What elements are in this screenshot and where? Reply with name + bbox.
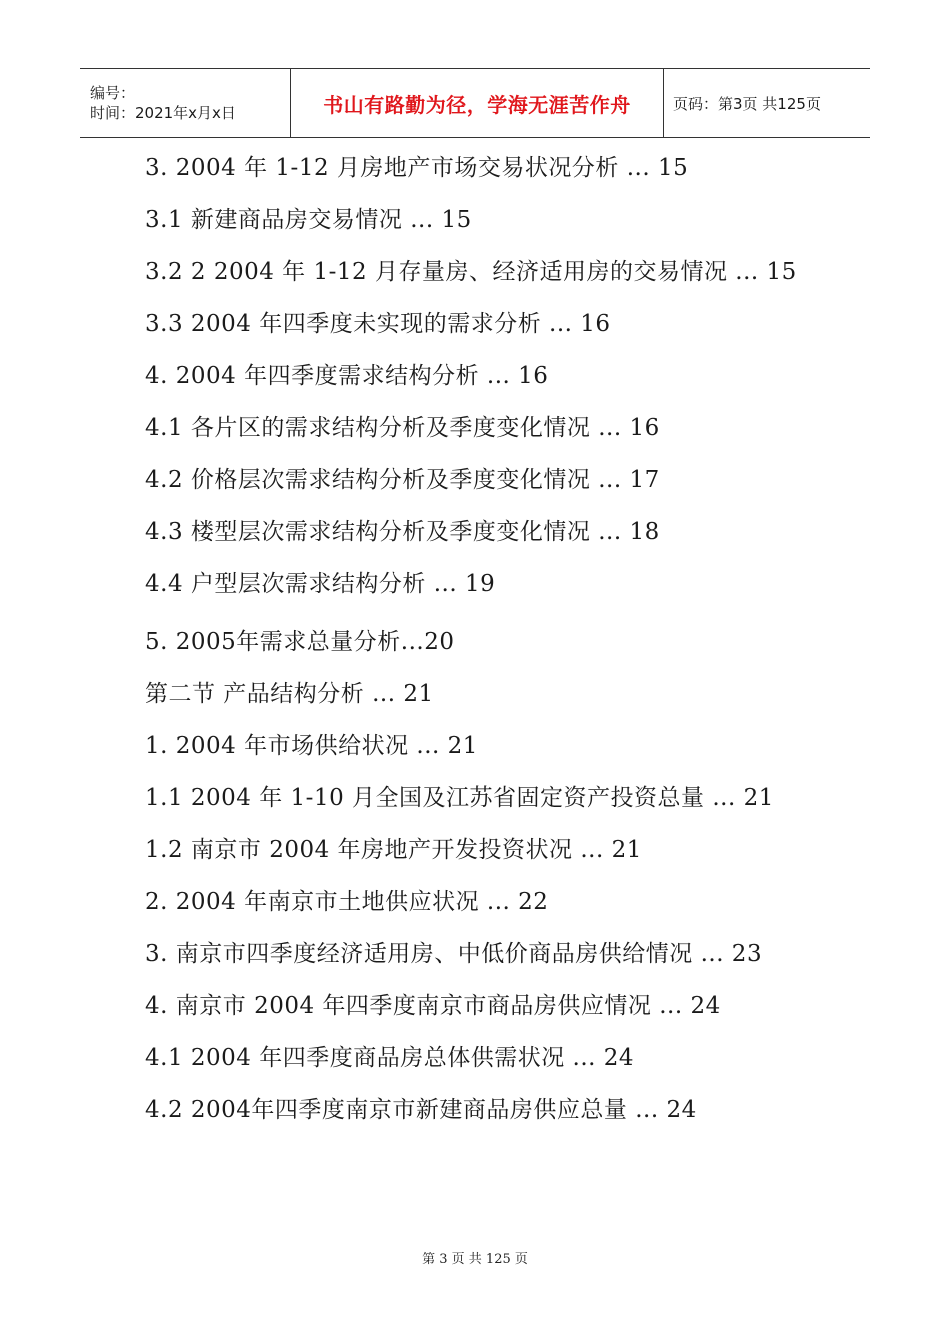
header-page-info-cell — [664, 69, 870, 137]
page-header — [80, 68, 870, 138]
toc-entry[interactable]: 1. 2004 年市场供给状况 ... 21 — [145, 733, 478, 759]
table-of-contents — [145, 154, 805, 1125]
toc-entry[interactable]: 1.1 2004 年 1-10 月全国及江苏省固定资产投资总量 ... 21 — [145, 785, 774, 811]
toc-entry[interactable]: 4. 2004 年四季度需求结构分析 ... 16 — [145, 363, 549, 389]
toc-entry[interactable]: 3.2 2 2004 年 1-12 月存量房、经济适用房的交易情况 ... 15 — [145, 259, 797, 285]
toc-entry[interactable]: 4.4 户型层次需求结构分析 ... 19 — [145, 571, 496, 597]
toc-entry[interactable]: 4.2 2004年四季度南京市新建商品房供应总量 ... 24 — [145, 1097, 697, 1123]
page-info: 页码：第3页 共125页 — [673, 94, 821, 113]
toc-entry[interactable]: 3.1 新建商品房交易情况 ... 15 — [145, 207, 472, 233]
toc-entry[interactable]: 3. 2004 年 1-12 月房地产市场交易状况分析 ... 15 — [145, 155, 689, 181]
toc-entry[interactable]: 5. 2005年需求总量分析...20 — [145, 629, 455, 655]
toc-entry[interactable]: 4.2 价格层次需求结构分析及季度变化情况 ... 17 — [145, 467, 660, 493]
header-motto-cell — [291, 69, 664, 137]
toc-entry[interactable]: 3.3 2004 年四季度未实现的需求分析 ... 16 — [145, 311, 611, 337]
time-label: 时间：2021年x月x日 — [90, 104, 236, 122]
toc-entry[interactable]: 4.1 2004 年四季度商品房总体供需状况 ... 24 — [145, 1045, 635, 1071]
motto: 书山有路勤为径，学海无涯苦作舟 — [323, 92, 631, 117]
page-footer: 第 3 页 共 125 页 — [422, 1252, 528, 1267]
toc-entry[interactable]: 第二节 产品结构分析 ... 21 — [145, 681, 434, 707]
toc-entry[interactable]: 4.3 楼型层次需求结构分析及季度变化情况 ... 18 — [145, 519, 660, 545]
toc-entry[interactable]: 4. 南京市 2004 年四季度南京市商品房供应情况 ... 24 — [145, 993, 721, 1019]
toc-entry[interactable]: 2. 2004 年南京市土地供应状况 ... 22 — [145, 889, 549, 915]
toc-entry[interactable]: 4.1 各片区的需求结构分析及季度变化情况 ... 16 — [145, 415, 660, 441]
header-meta — [80, 69, 291, 137]
number-label: 编号： — [90, 84, 136, 102]
toc-entry[interactable]: 3. 南京市四季度经济适用房、中低价商品房供给情况 ... 23 — [145, 941, 763, 967]
toc-entry[interactable]: 1.2 南京市 2004 年房地产开发投资状况 ... 21 — [145, 837, 642, 863]
